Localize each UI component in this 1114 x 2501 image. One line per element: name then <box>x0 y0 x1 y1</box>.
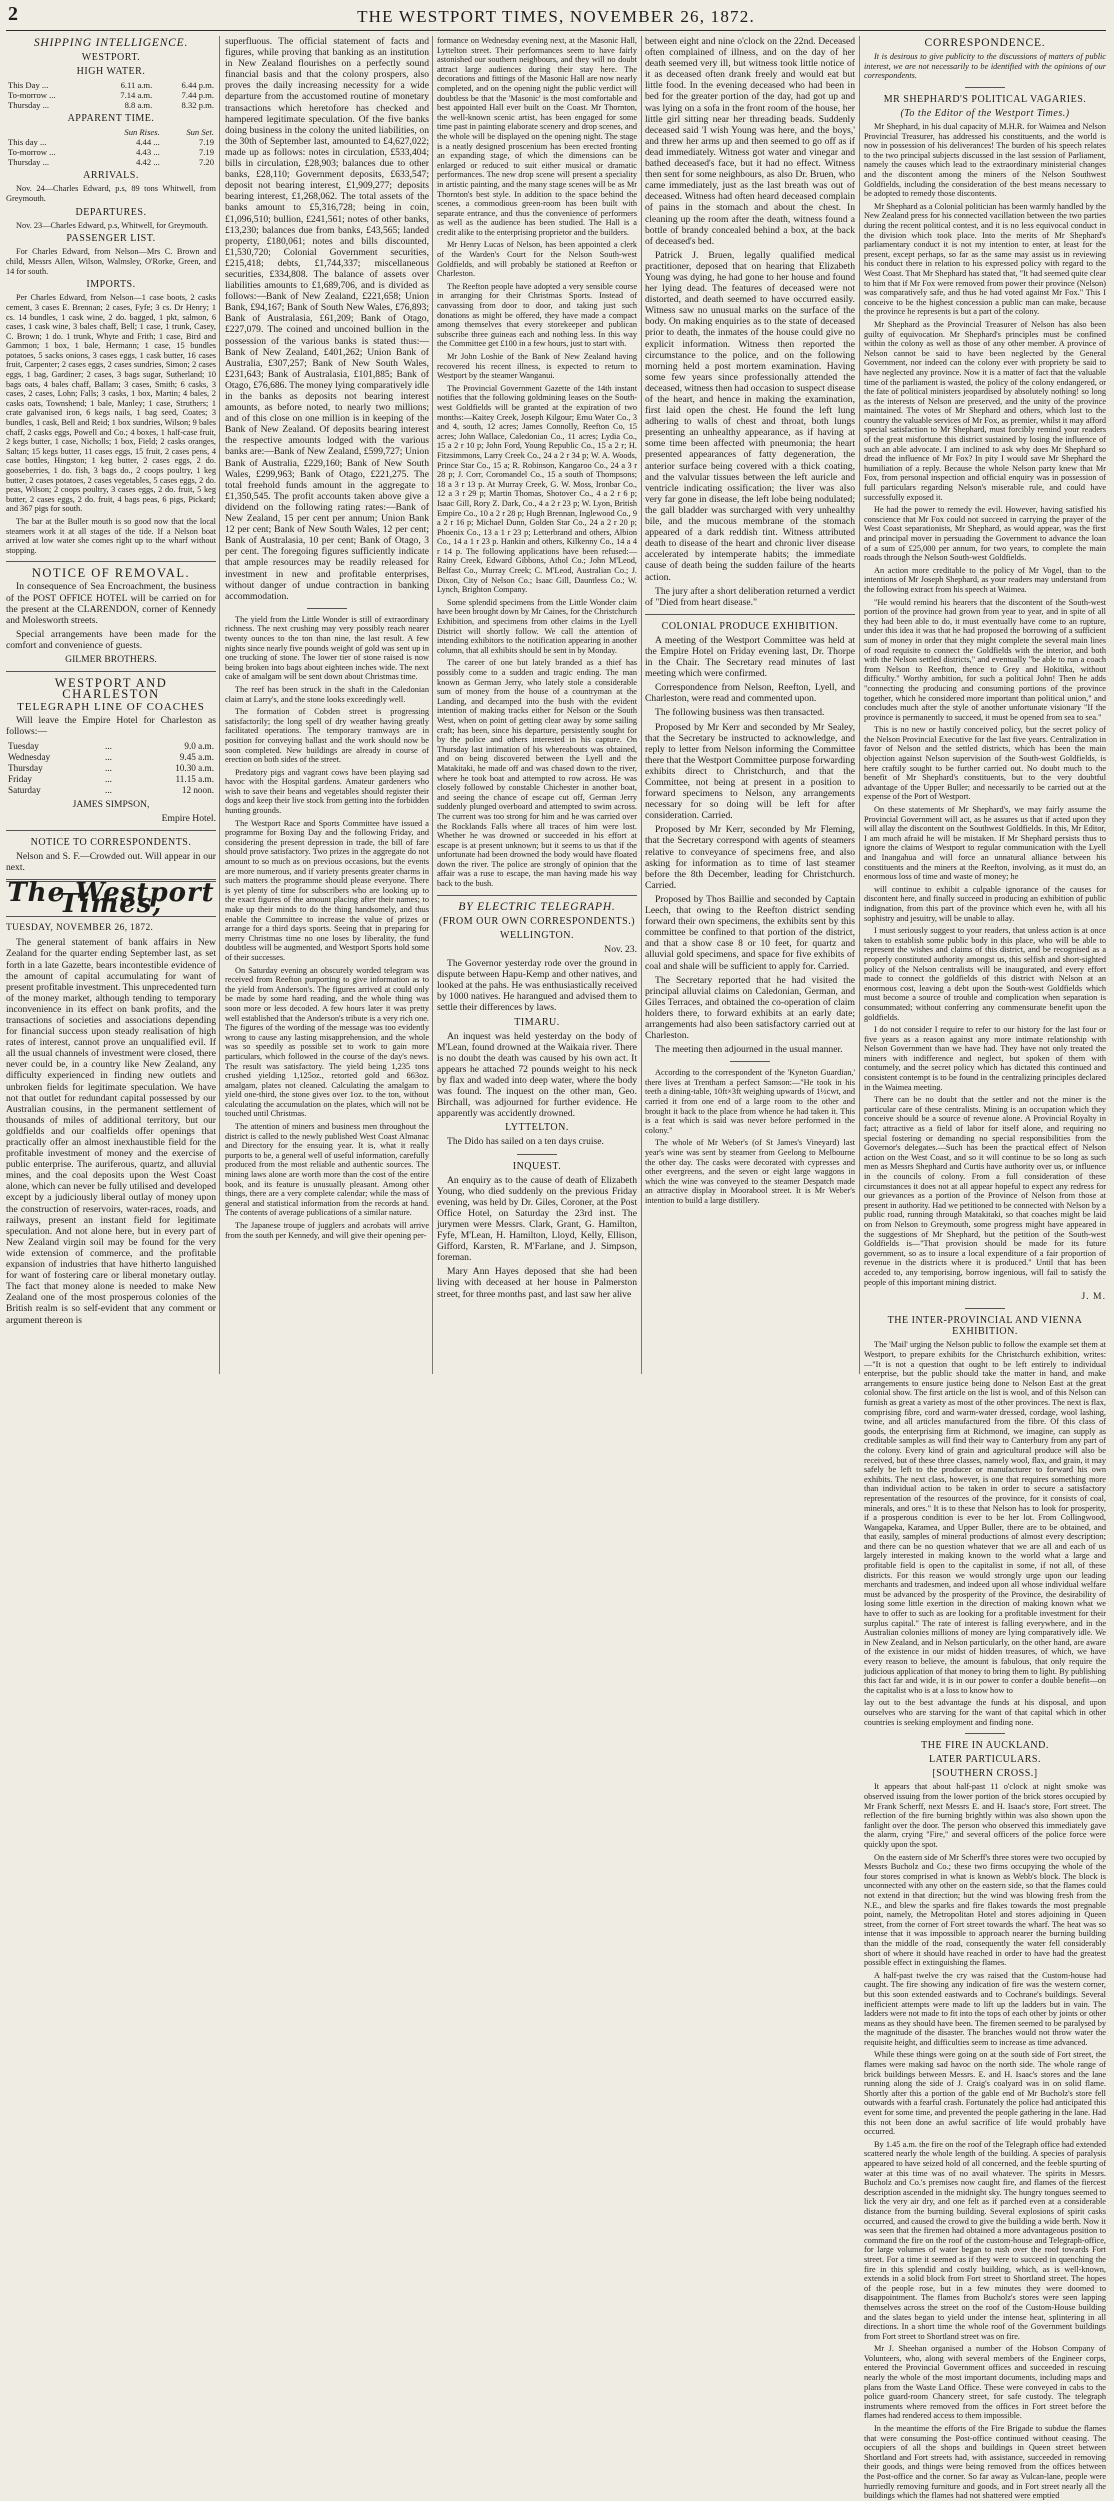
divider <box>6 561 216 562</box>
column-3 <box>437 36 637 1374</box>
inquest-heading: INQUEST. <box>512 1160 562 1172</box>
imports-heading: IMPORTS. <box>86 279 136 291</box>
letter-text: I must seriously suggest to your readers, that unless action is at once taken to establish some public body in this place, who will be able to represent the wishes and claims of this district, and be recognised as a properly constituted authority amongst us, this selfish and short-sighted policy of the Nelson centralists will be inaugurated, and every effort made to connect the goldfields of this district with Nelson at an enormous cost, leaving a debt upon the South-west Goldfields which must become a source of trouble and complication when separation is consummated; without conferring any commensurate benefit upon the goldfields. <box>864 926 1106 1022</box>
wellington-date: Nov. 23. <box>604 943 637 955</box>
news-item: According to the correspondent of the 'Kyneton Guardian,' there lives at Trentham a perfect Samson:—"He took in his teeth a dining-table, 10ft×3ft weighing upwards of 1½cwt, and carried it from one end of a large room to the other and brought it back to the place from whence he had taken it. This is a feat which is said was never before performed in the colony." <box>645 1068 855 1135</box>
fire-text: While these things were going on at the south side of Fort street, the flames were making sad havoc on the north side. The whole range of brick buildings between Messrs. E. and H. Isaac's stores and the lane running along the side of J. Craig's coalyard was in on solid flame. Shortly after this a portion of the gable end of Mr Bucholz's store fell outwards with a fearful crash. Fortunately the police had anticipated this event for some time, and prevented the people gathering in the lane. Had this not been done an awful sacrifice of life would probably have occurred. <box>864 2050 1106 2137</box>
letter-text: He had the power to remedy the evil. However, having satisfied his conscience that Mr Fox could not succeed in carrying the prayer of the West Coast separationists, Mr Shephard, as would appear, was the first and principal mover in persuading the Government to advance the loan of a sum of £25,000 per annum, for two years, to complete the main roads through the Nelson South-west Goldfields. <box>864 505 1106 563</box>
exhibition-text: Proposed by Mr Kerr, seconded by Mr Fleming, that the Secretary correspond with agents of steamers relative to conveyance of specimens free, and also asking for information as to time of last steamer before the 8th December, leading for Christchurch. Carried. <box>645 824 855 891</box>
letter-text: There can be no doubt that the settler and not the miner is the particular care of these centralists. Mining is an occupation which they conceive should be a source of revenue alone. A Provincial Royalty in fact; attractive as a field of labor for itself alone, and requiring no special fostering or demanding no special responsibilities from the Governor's delegates.—Such has been the practical effect of Nelson action on the West Coast, and so it will continue to be so long as such men as Messrs Shephard and Curtis have authority over us, or influence in the councils of colony. From a full consideration of these circumstances it does not at all appear hopeful to expect any redress for our grievances as a portion of the Province of Nelson from those at present in authority. Had we petitioned to be connected with Nelson by a public road, running through Matakitaki, so that coaches might be laid on from Nelson to Greymouth, some progress might have appeared in the suggestions of Mr Shephard, but the petition of the South-west Goldfields is—"That provision should be made for its future government, so as to insure a local expenditure of a fair proportion of revenue in the districts where it is produced." Until that has been acceded to, any temporising, borrow ingenious, will fail to satisfy the people of this important mining district. <box>864 1095 1106 1287</box>
news-item: The yield from the Little Wonder is still of extraordinary richness. The next crushing may very possibly reach nearer twenty ounces to the ton than nine, the last result. A few nights since nearly five pounds weight of gold was sent up in one trucking of stone. The lower tier of stone raised is now being broken into bags about eighteen inches wide. The next cake of amalgam will be sent down about Christmas time. <box>225 614 429 682</box>
shipping-heading: SHIPPING INTELLIGENCE. <box>33 37 189 49</box>
removal-text: In consequence of Sea Encroachment, the business of the POST OFFICE HOTEL will be carried on for the present at the CLARENDON, corner of Kennedy and Molesworth streets. <box>6 581 216 626</box>
inquest-text: An enquiry as to the cause of death of Elizabeth Young, who died suddenly on the previous Friday evening, was held by Dr. Giles, Coroner, at the Post Office Hotel, on Saturday the 23rd inst. The jurymen were Messrs. Clark, Grant, G. Hamilton, Fyfe, M'Lean, H. Hamilton, Lloyd, Kelly, Ellison, Gifford, Karsten, R. M'Farlane, and J. Simpson, foreman. <box>437 1174 637 1264</box>
fire-text: Mr J. Sheehan organised a number of the Hobson Company of Volunteers, who, along with several members of the Engineer corps, entered the Provincial Government offices and succeeded in rescuing nearly the whole of the most important documents, including maps and plans from the Waste Land Office. These were conveyed in cabs to the police guard-room Chancery street, for safe custody. The telegraph instruments where removed from the offices in Fort street before the flames had rendered access to them impossible. <box>864 2344 1106 2421</box>
removal-text-2: Special arrangements have been made for the comfort and convenience of guests. <box>6 628 216 651</box>
news-item: On Saturday evening an obscurely worded telegram was received from Reefton purporting to give information as to the yield from Anderson's. The figures arrived at could only be made by some hard reading, and the whole thing was soon more or less decoded. A few hours later it was pretty well established that the Anderson's tribute is a very rich one. The figures of the wording of the message was too evidently wrong to cause any lasting misapprehension, and the whole was so speedily as possible set to work to gain more particulars, which followed in the course of the day's news. The result was satisfactory. The yield being 1,235 tons crushed yielding 1,125oz., retorted gold and 663oz. amalgam, plates not cleaned. Calculating the amalgam to yield one-third, the stone gives over 1oz. to the ton, without calculating the accumulation on the plates, which will not be touched until Christmas. <box>225 965 429 1119</box>
wellington-heading: WELLINGTON. <box>500 929 574 941</box>
apparent-time-table <box>6 127 216 167</box>
high-water-table <box>6 80 216 110</box>
lyttelton-text: The Dido has sailed on a ten days cruise. <box>447 1136 604 1148</box>
newspaper-nameplate: The Westport Times, <box>7 878 215 920</box>
removal-advert <box>6 568 216 665</box>
news-item: The formation of Cobden street is progressing satisfactorily; the long spell of dry weather having greatly facilitated operations. The temporary tramways are in position for conveying ballast and the work should now be soon completed. New buildings are already in course of erection on both sides of the street. <box>225 707 429 765</box>
masthead <box>6 3 1106 31</box>
divider <box>6 830 216 831</box>
bar-text: The bar at the Buller mouth is so good now that the local steamers work it at all stages of the tide. If a Nelson boat arrived at low water she comes right up to the wharf without stopping. <box>6 516 216 555</box>
passengers-heading: PASSENGER LIST. <box>66 233 156 245</box>
news-item: Some splendid specimens from the Little Wonder claim have been brought down by Mr Caines, for the Christchurch Exhibition, and specimens from other claims in the Lyell District will shortly follow. We call the attention of intending exhibitors to the notification appearing in another column, that all exhibits should be sent in by Monday. <box>437 597 638 655</box>
fire-heading: THE FIRE IN AUCKLAND. <box>921 1740 1049 1752</box>
coach-signature-place: Empire Hotel. <box>161 812 216 824</box>
fire-text: On the eastern side of Mr Scherff's three stores were two occupied by Messrs Bucholz and Co.; these two firms occupying the whole of the four stores comprised in what is known as Webb's block. The block is unconnected with any other on the eastern side, so that the flames could not extend in that direction; but the wind was blowing fresh from the N.E., and blew the sparks and fire flakes towards the most pregnable point, namely, the Metropolitan Hotel and stores adjoining in Queen street, from the corner of Fort street towards the wharf. The heat was so intense that it was impossible to approach nearer the burning building than the middle of the road, consequently the water fell considerably short of where it should have reached in order to have had the greatest possible effect in extinguishing the flames. <box>864 1852 1106 1968</box>
exhibition-text: A meeting of the Westport Committee was held at the Empire Hotel on Friday evening last, Dr. Thorpe in the Chair. The Secretary read minutes of last meeting which were confirmed. <box>645 634 855 680</box>
divider <box>517 1154 557 1155</box>
divider <box>645 614 855 615</box>
lyttelton-heading: LYTTELTON. <box>505 1122 569 1134</box>
departures-heading: DEPARTURES. <box>75 206 147 218</box>
electric-telegraph-heading: BY ELECTRIC TELEGRAPH. <box>458 900 616 913</box>
news-item: Mr John Loshie of the Bank of New Zealand having recovered his recent illness, is expected to return to Westport by the steamer Wanganui. <box>437 352 637 381</box>
column-rule <box>859 36 860 1374</box>
exhibition-text: Proposed by Mr Kerr and seconded by Mr Sealey, that the Secretary be instructed to acknowledge, and reply to letter from Nelson informing the Committee there that the Westport Committee purpose forwarding exhibits direct to Christchurch, and that the Committee, not being at present in a position to forward specimens to Nelson, any arrangements necessary for so doing will be left for after consideration. Carried. <box>645 721 855 822</box>
fire-text: A half-past twelve the cry was raised that the Custom-house had caught. The fire showing any indication of fire was the western corner, but this soon extended eastwards and to Cochrane's buildings. Several inefficient attempts were made to lift up the ladders but in vain. The ladders were not made to fit into the tops of each other by joints or other means as they should have been. The firemen seemed to be paralysed by the magnitude of the disaster. The branches would not throw water the requisite height, and difficulties seem to increase as time advanced. <box>864 1970 1106 2047</box>
coach-timetable <box>6 741 216 796</box>
column-rule <box>432 36 433 1374</box>
fire-text: By 1.45 a.m. the fire on the roof of the Telegraph office had extended scattered nearly the whole length of the building. A species of paralysis appeared to have seized hold of all concerned, and the feeble spurting of water at this time was of no avail whatever. The spirits in Messrs. Bucholz and Co.'s premises now caught fire, and flames of the fiercest description ascended in the midnight sky. The hungry tongues seemed to lick the very air dry, and one felt as if parched even at a considerable distance from the burning building. Several explosions of spirit casks occurred, and caused the crowd to give the building a wide berth. Now it was seen that the firemen had obtained a more advantageous position to command the fire on the roof of the custom-house and Telegraph-office, for large volumes of water began to rush over the roof towards Fort street. For a time it seemed as if they were to succeed in quenching the fire in this splendid and costly building, which, as is well-known, extends in a solid block from Fort street to Shortland street. The hopes of the people rose, but in a few minutes they were doomed to disappointment. The flames from Bucholz's stores were seen lapping themselves across the street on the roof of the Custom-House building and the slates began to yield under the intense heat, splintering in all directions. In a short time the whole roof of the Government buildings from Fort street to Shortland street was on fire. <box>864 2139 1106 2341</box>
table-row: Saturday ... 12 noon. <box>8 784 214 795</box>
arrivals-text: Nov. 24—Charles Edward, p.s, 89 tons Whitwell, from Greymouth. <box>6 184 216 204</box>
news-item: The whole of Mr Weber's (of St James's Vineyard) last year's wine was sent by steamer from Geelong to Melbourne the other day. The casks were decorated with cypresses and other evergreens, and the seven or eight large waggons in which the wine was conveyed to the steamer Despatch made an attractive display in Moorabool street. It is Mr Weber's intention to build a large distillery. <box>645 1138 855 1205</box>
correspondence-heading: CORRESPONDENCE. <box>924 37 1046 49</box>
letter-text: Mr Shephard, in his dual capacity of M.H.R. for Waimea and Nelson Provincial Treasurer, has addressed his constituents, and the world is now in possession of his deliverances! The burden of his speech relates to the two principal subjects discussed in the last session of Parliament, namely the causes which lead to the extraordinary ministerial changes and the discontent among the miners of the Nelson Southwest Goldfields, including the consideration of the best means necessary to be adopted to remedy those discontents. <box>864 122 1106 199</box>
imports-text: Per Charles Edward, from Nelson—1 case boots, 2 casks cement, 3 cases E. Brennan; 2 cases, Fyfe; 3 cs. Dr Henry; 1 cs. 14 bundles, 1 cask wine, 2 do. bagged, 1 pkt, salmon, 6 cases, 1 cask wine, 3 bales chaff, Bell; 1 case, 1 trunk, Casey, C. Brown; 1 do. 1 trunk, Whyte and Frith; 1 case, Bird and Gammon; 1 box, 1 bale, Hermann; 1 case, 15 bundles potatoes, 5 sacks onions, 3 cases eggs, 1 cask butter, 16 cases fruit, Carpenter; 2 cases eggs, 2 cases sundries, Simon; 2 cases eggs, 1 bag, Gardiner; 2 cases, 3 bags sugar, Sutherland; 10 bags oats, 4 bales chaff, Ballam; 3 cases, Smith; 6 casks, 3 cases, 2 cases, Lohn; Falls; 3 casks, 1 box, Martin; 4 bales, 2 casks oats, Townshend; 1 bale, Manley; 1 case, Struthers; 1 crate galvanised iron, 6 kegs nails, 1 bag seed, Coates; 3 bundles, 1 cask, Bell and Reid; 1 box sundries, Wilson; 9 bales chaff, 2 casks eggs, Powell and Co.; 4 boxes, 1 half-case fruit, 2 kegs butter, 1 case, Nicholls; 1 box, Field; 2 casks oranges, Saltan; 15 kegs butter, 11 cases eggs, 15 fruit, 2 cases pens, 4 case bottles, Hingston; 1 keg butter, 2 cases eggs, 2 do. gooseberries, 1 do. fish, 3 bags do., 2 coops poultry, 1 keg butter, 2 cases potatoes, 2 cases vegetables, 5 cases eggs, 2 do. peas, Wilson; 2 coops poultry, 3 cases eggs, 2 do. fruit, 5 keg butter, 2 cases eggs, 2 do. fruit, 4 bags peas, 6 pigs, Pickard; and 367 pigs for south. <box>6 293 216 514</box>
table-row: Friday ... 11.15 a.m. <box>8 773 214 784</box>
apparent-time-heading: APPARENT TIME. <box>67 113 155 125</box>
letter-heading: MR SHEPHARD'S POLITICAL VAGARIES. <box>883 93 1087 105</box>
inter-provincial-heading: THE INTER-PROVINCIAL AND VIENNA EXHIBITION. <box>887 1315 1083 1338</box>
fire-subheading: LATER PARTICULARS. <box>929 1754 1041 1766</box>
inter-provincial-text-continued: lay out to the best advantage the funds at his disposal, and upon ourselves who are starving for the want of that capital which in other countries is seeking employment and finding none. <box>864 1698 1106 1727</box>
coach-signature: JAMES SIMPSON, <box>72 798 150 810</box>
page-number: 2 <box>8 3 18 25</box>
issue-date: TUESDAY, NOVEMBER 26, 1872. <box>6 923 154 934</box>
news-item: The Westport Race and Sports Committee have issued a programme for Boxing Day and the following Friday, and considering the present depression in trade, the bill of fare should prove satisfactory. Two prizes in the aggregate do not amount to so much as on previous occasions, but the events are more numerous, and if variety presents greater charms in such matters the programme should please everyone. There is yet plenty of time for subscribers who are looking up to the exact figures of the amount placing after their names; to make up their minds to do the thing handsomely, and thus enable the Committee to increase the value of prizes or arrange for a third days sports. Seeing that in preparing for merry Christmas time no one loses by liberality, the fund doubtless will be augmented, and Westport Sports hold some of their successes. <box>225 818 429 962</box>
removal-signature: GILMER BROTHERS. <box>65 654 157 665</box>
letter-signature: J. M. <box>1081 1291 1106 1303</box>
wellington-text: The Governor yesterday rode over the ground in dispute between Hapu-Kemp and other natives, and looked at the pahs. He was enthusiastically received by 1000 natives. He harangued and advised them to settle their differences by laws. <box>437 958 637 1014</box>
exhibition-text: The following business was then transacted. <box>655 707 825 719</box>
divider <box>965 1308 1005 1309</box>
correspondents-text: Nelson and S. F.—Crowded out. Will appear in our next. <box>6 850 216 873</box>
news-item: The reef has been struck in the shaft in the Caledonian claim at Larry's, and the stone looks exceedingly well. <box>225 684 429 704</box>
divider <box>965 87 1005 88</box>
column-4 <box>645 36 855 1374</box>
column-rule <box>219 36 220 1374</box>
table-row: To-morrow ... 7.14 a.m. 7.44 p.m. <box>8 90 214 101</box>
column-rule <box>641 36 642 1374</box>
column-2 <box>225 36 429 1374</box>
divider <box>730 1061 770 1062</box>
running-title: THE WESTPORT TIMES, NOVEMBER 26, 1872. <box>357 7 755 26</box>
table-row: Thursday ... 10.30 a.m. <box>8 762 214 773</box>
coach-intro: Will leave the Empire Hotel for Charleston as follows:— <box>6 715 216 738</box>
news-item: The Japanese troupe of jugglers and acrobats will arrive from the south per Kennedy, and will give their opening per- <box>225 1221 429 1240</box>
removal-heading: NOTICE OF REMOVAL. <box>31 566 191 581</box>
letter-text: Mr Shephard as a Colonial politician has been warmly handled by the New Zealand press for his connected vacillation between the two parties during the recent political contest, and it is no less equivocal conduct in the division which took place. Into the merits of Mr Shephard's parliamentary conduct it is not my intention to enter, at least for the present, except perhaps, so far as the same may assist us in reviewing his conduct there in relation to his expressed policy with regard to the West Coast. That Mr Shephard has stated that, "It had seemed quite clear to him that if Mr Fox were removed from power their province (Nelson) was comparatively safe, and thus he had voted against Mr Fox." This I conceive to be the highest concession a public man can make, because the province he represents is but a part of the colony. <box>864 201 1106 317</box>
news-item: The attention of miners and business men throughout the district is called to the newly published West Coast Almanac and Directory for the ensuing year. It is, what it really purports to be, a general well of useful information, carefully produced from the most reliable and authentic sources. The mining laws alone are worth more than the cost of the entire book, and its feature is unusually pleasant. Among other things, there are a very complete calendar; while the mass of general and statistical information from the records at hand. The contents of average publications of a similar nature. <box>225 1122 429 1218</box>
letter-text: will continue to exhibit a culpable ignorance of the causes for discontent here, and finally succeed in producing an exhibition of public indignation, from this part of the province which even he, with all his sophistry and jesuitry, will be unable to allay. <box>864 884 1106 923</box>
exhibition-text: Correspondence from Nelson, Reefton, Lyell, and Charleston, were read and commented upon. <box>645 682 855 705</box>
divider <box>307 608 347 609</box>
news-item: Predatory pigs and vagrant cows have been playing sad havoc with the Hospital gardens. Amateur gardeners who wish to save their beans and vegetables should register their dogs and keep their live stock from getting into the forbidden hunting grounds. <box>225 767 429 816</box>
exhibition-text: The Secretary reported that he had visited the principal alluvial claims on Caledonian, German, and Giles Terraces, and obtained the co-operation of claim holders there, to forward exhibits at an early date; arrangements had also been satisfactory carried out at Charleston. <box>645 974 855 1042</box>
column-1 <box>6 36 216 1374</box>
high-water-heading: HIGH WATER. <box>76 66 146 78</box>
table-row: Thursday ... 4.42 ... 7.20 <box>8 157 214 168</box>
divider <box>6 671 216 672</box>
electric-telegraph-subheading: (FROM OUR OWN CORRESPONDENTS.) <box>438 915 636 927</box>
letter-addressee: (To the Editor of the Westport Times.) <box>900 107 1070 119</box>
fire-text: In the meantime the efforts of the Fire Brigade to subdue the flames that were consuming the Post-office continued without ceasing. The occupiers of all the shops and buildings in Queen street between Shortland and Fort streets had, with assistance, succeeded in removing their goods, and things were being removed from the offices between the Post-office and the corner. So far away as Vulcan-lane, people were hurriedly removing furniture and goods, and in Fort street nearly all the buildings which the flames had not shattered were emptied <box>864 2424 1106 2501</box>
passengers-text: For Charles Edward, from Nelson—Mrs C. Brown and child, Messrs Allen, Wilson, Walmsley, O'Rorke, Green, and 14 for south. <box>6 247 216 276</box>
news-item: The Provincial Government Gazette of the 14th instant notifies that the following goldmining leases on the South-west Goldfields will be granted at the expiration of two months:—Kaitey Creek, Joseph Kilgour; Emu Water Co., 3 and 4, south, 12 acres; James Connolly, Reefton Co, 15 acres; John Wallace, Caledonian Co., 11 acres; Lydia Co., 15 a 2 r 10 p; John Ford, Young Republic Co., 15 a 2 r; H. Fitzsimmons, Larry Creek Co., 24 a 2 r 34 p; W. A. Woods, Prince Star Co., 15 a; R. Robinson, Kangaroo Co., 24 a 3 r 28 p; J. Corr, Coromandel Co., 15 a south of Thompsons; 18 a 3 r 13 p. At Murray Creek, G. W. Moss, Ironbar Co., 12 a 3 r 29 p; Martin Thomas, Shotover Co., 4 a 2 r 6 p; Isaac Gill, Rory Z. Dark, Co., 4 a 2 r 23 p; W. Lyon, British Empire Co., 10 a 2 r 28 p; Hugh Brennan, Inglewood Co., 9 a 2 r 16 p; Michael Dunn, Golden Star Co., 24 a 2 r 20 p; Phoenix Co., 13 a 1 r 23 p; Letterbrand and others, Albion Co., 14 a 1 r 23 p. Hankin and others, Kilkenny Co., 14 a 4 r 14 p. The following applications have been refused:—Rainy Creek, Edward Gibbons, Athol Co.; John M'Leod, Belfast Co., Murray Creek; C. M'Leod, Australian Co.; J. Dixon, City of Nelson Co.; Isaac Gill, Dauntless Co.; W. Lynch, Brighton Company. <box>437 383 637 595</box>
coach-advert <box>6 678 216 824</box>
table-row: Wednesday ... 9.45 a.m. <box>8 751 214 762</box>
column-5 <box>864 36 1106 2501</box>
inquest-testimony: Patrick J. Bruen, legally qualified medical practitioner, deposed that on hearing that Elizabeth Young was dying, he had gone to her house and found her lying dead. The features of deceased were not distorted, and death seemed to have occurred easily. Witness saw no unusual marks on the surface of the body. On making enquiries as to the state of deceased prior to death, the inmates of the house could give no explicit information. Witness then reported the circumstance to the police, and on the following morning held a post mortem examination. Having some few years since professionally attended the deceased, witness then had occasion to suspect disease of the heart, and hence in making the examination, first laid open the chest. He found the left lung adhering to walls of chest and throat, both lungs presenting an unhealthy appearance, as if having at some time been affected with pneumonia; the heart presented appearances of fatty degeneration, the anterior surface being covered with a thick coating, and the valvular tissues between the left auricle and ventricle indicating ossification; the liver was also very far gone in disease, the left lobe being nodulated; the gall bladder was surcharged with very unhealthy bile, and the mucous membrane of the stomach appeared of a dark reddish tint. Witness attributed death to disease of the heart and chronic liver disease accelerated by intemperate habits; the immediate cause of death being the sudden failure of the hearts action. <box>645 249 855 583</box>
letter-text: On these statements of Mr Shephard's, we may fairly assume the Provincial Government will act, as he assures us that if acted upon they will allay the discontent on the Southwest Goldfields. In this, Mr Editor, I am much afraid he will be mistaken. If Mr Shephard persists thus to ignore the claims of Westport to regular communication with the Lyell and Inangahua and will force an unnatural alliance between his constituents and the miners at the Reefton, involving, as it must do, an enormous loss of time and waste of money; he <box>864 805 1106 882</box>
exhibition-text: Proposed by Thos Baillie and seconded by Captain Leech, that owing to the Reefton district sending forward their own specimens, the exhibits sent by this committee be confined to that portion of the district, and that a show case 8 or 10 feet, for quartz and alluvial gold specimens, and space for five exhibits of coal and shale will be sufficient to apply for. Carried. <box>645 893 855 972</box>
letter-quote: "He would remind his hearers that the discontent of the South-west portion of the province had grown from year to year, and in spite of all they had been able to do, it must eventually have come to an rupture, under this idea it was that he had proposed the borrowing of a sufficient sum of money in order that they might complete the several main lines of road requisite to connect the Goldfields with the interior, and both with the Nelson settled districts," and eventually "be able to run a coach from Nelson to Reefton, thence to Grey and Hokitika, without difficulty." Worthy ambition, for such a political John! Then he adds "connecting the producing and consuming portions of the province together, which he considered more important than political union," and concludes much after the style of another unfortunate visionary "If the province is permanently to succeed, it must be opened from sea to sea." <box>864 597 1106 722</box>
arrivals-heading: ARRIVALS. <box>83 170 139 182</box>
correspondents-heading: NOTICE TO CORRESPONDENTS. <box>30 836 192 848</box>
divider <box>965 1733 1005 1734</box>
letter-text: Mr Shephard as the Provincial Treasurer of Nelson has also been guilty of equivocation. Mr Shephard's principles must be confined within the colony as well as those of any other member. A province of Nelson cannot be said to have been neglected by the General Government, nor indeed can the colony ever with propriety be said to have neglected any province. Now it is a matter of fact that the valuable time of the parliament is wasted, the policy of the colony endangered, or the fate of political ministers jeopardised by absolutely nothing! so long as the interests of Nelson are preserved, and the unity of the province maintained. The votes of Mr Shephard and others, which lost to the country the valuable services of Mr Fox, as premier, whilst it may afford special satisfaction to Mr Shephard, must forcibly remind your readers of the great misfortune this district sustained by losing the influence of such an able advocate. I am inclined to ask why does Mr Shephard so dread the influence of Mr Fox? In pity I would save Mr Shephard the humiliation of a reply. Because the whole Nelson party knew that Mr Fox, from personal inspection and official enquiry was in possession of full particulars regarding Nelson's miserable rule, and could have successfully exposed it. <box>864 319 1106 502</box>
departures-text: Nov. 23—Charles Edward, p.s, Whitwell, for Greymouth. <box>16 220 208 230</box>
letter-text: This is no new or hastily conceived policy, but the secret policy of the Nelson Provincial Executive for the last five years. Centralization in favor of Nelson and the settled districts, which has been the main objection against Nelson supervision of the South-west Goldfields, is here craftily sought to be further carried out. No doubt much to the benefit of Mr Shephard's constituents, but to the very doubtful advantage of the Upper Buller; and necessarily to be carried out at the expense of the Port of Westport. <box>864 725 1106 802</box>
inquest-text-2: Mary Ann Hayes deposed that she had been living with deceased at her house in Palmerston street, for three months past, and last saw her alive <box>437 1266 637 1300</box>
fire-source: [SOUTHERN CROSS.] <box>932 1768 1038 1780</box>
inquest-continued: between eight and nine o'clock on the 22nd. Deceased often complained of illness, and on the day of her death seemed very ill, but witness took little notice of it as deceased often drank freely and would eat but little food. In the evening deceased who had been in bed for the greater portion of the day, had got up and was lying on a sofa in the front room of the house, her little girl sitting near her threading beads. Suddenly deceased said 'I wish Young was here, and the boys,' and threw her arms up and then seemed to go off as if dead immediately. Witness got water and vinegar and bathed deceased's face, but it had no effect. Witness then sent for some neighbours, as also Dr. Bruen, who came immediately, just as the last breath was out of deceased. Witness had often heard deceased complain of pains in the stomach and about the chest. In cleaning up the room after the death, witness found a bottle of brandy concealed behind a box, at the back of deceased's bed. <box>645 36 855 247</box>
table-row: This day ... 4.44 ... 7.19 <box>8 137 214 148</box>
leader-article-continued: superfluous. The official statement of facts and figures, while proving that banking as an institution in New Zealand flourishes on a perfectly sound financial basis and that the colony prospers, also proves the daily increasing necessity for a wide departure from the accustomed routine of monetary transactions which heretofore has checked and hampered legitimate speculation. Of the five banks doing business in the colony the united liabilities, on the 30th of September last, amounted to £4,627,022; made up as follows: notes in circulation, £533,404; bills in circulation, £28,903; balances due to other banks, £28,110; Government deposits, £633,547; deposit not bearing interest, £1,909,277; deposits bearing interest, £1,268,062. The total assets of the banks amount to £5,316,728; being in coin, £1,096,510; bullion, £241,561; notes of other banks, £13,230; balances due from banks, £43,565; landed property, £180,061; notes and bills discounted, £1,530,720; Colonial Government securities, £215,418; debts, £1,744,337; miscellaneous securities, £334,808. The balance of assets over liabilities amounts to £1,689,706, and is divided as follows:—Bank of New Zealand, £221,658; Union Bank, £94,167; Bank of South New Wales, £76,893; Bank of Australasia, £61,209; Bank of Otago, £227,079. The coined and uncoined bullion in the possession of the various banks is stated thus:—Bank of New Zealand, £401,262; Union Bank of Australia, £307,257; Bank of New South Wales, £231,643; Bank of Australasia, £101,885; Bank of Otago, £76,686. The money lying comparatively idle in the banks as deposits not bearing interest amounts, as before noted, to nearly two millions; and of this close on one million is in keeping of the Bank of New Zealand. Of deposits bearing interest the respective amounts lodged with the various banks are:—Bank of New Zealand, £599,727; Union Bank of Australia, £229,160; Bank of New South Wales, £299,963; Bank of Otago, £221,275. The total freehold funds amount in the aggregate to £1,350,545. The profit accounts taken above give a dividend on the following rating rates:—Bank of New Zealand, 15 per cent per annum; Union Bank 12 per cent; Bank of New South Wales, 12 per cent; Bank of Australasia, 10 per cent; Bank of Otago, 3 per cent. The foregoing figures sufficiently indicate that ample resources may be readily released for investment in new and profitable enterprises, without danger of undue contraction in banking accommodation. <box>225 36 429 602</box>
table-row: Tuesday ... 9.0 a.m. <box>8 740 214 751</box>
inquest-verdict: The jury after a short deliberation returned a verdict of "Died from heart disease." <box>645 585 855 608</box>
letter-text: An action more creditable to the policy of Mr Vogel, than to the intentions of Mr Joseph Shephard, as your readers may understand from the following extract from his speech at Waimea. <box>864 565 1106 594</box>
coach-subtitle: TELEGRAPH LINE OF COACHES <box>17 701 205 714</box>
timaru-heading: TIMARU. <box>514 1016 560 1028</box>
fire-text: It appears that about half-past 11 o'clock at night smoke was observed issuing from the lower portion of the brick stores occupied by Mr Frank Scherff, next Messrs E. and H. Isaac's store, Fort street. The reflection of the fire burning brightly within was also shown upon the fanlight over the door. The person who observed this immediately gave the alarm, crying "Fire," and several officers of the police force were quickly upon the spot. <box>864 1782 1106 1849</box>
timaru-text: An inquest was held yesterday on the body of M'Lean, found drowned at the Waikaia river. There is no doubt the death was caused by his own act. It appears he attached 72 pounds weight to his neck by flax and waded into deep water, where the body was found. The inquest on the other man, Geo. Birchall, was adjourned for further evidence. He apparently was accidently drowned. <box>437 1030 637 1120</box>
exhibition-text: The meeting then adjourned in the usual manner. <box>655 1044 843 1056</box>
inter-provincial-text: The 'Mail' urging the Nelson public to follow the example set them at Westport, to prepare exhibits for the Christchurch exhibition, writes:—"It is not a question that ought to be left entirely to individual enterprise, but the public should take the matter in hand, and make arrangements to ensure justice being done to Nelson East at the great colonial show. The first article on the list is wool, and of this Nelson can furnish as great a variety as most of the other provinces. The next is flax, comprising fibre, cord and warm-water dressed, cordage, wool lashing, twine, and all articles manufactured from the fibre. Of this class of goods, the enterprising firm at Richmond, we imagine, can supply as creditable samples as will find their way to Canterbury from any part of the colony. Every kind of grain and agricultural produce will also be received, but of these three classes, namely wool, flax, and grain, it may safely be left to the producer or manufacturer to forward his own exhibits. The next class, however, is one that requires something more than individual action to be taken in order to secure a satisfactory representation of the resources of the province, for it consists of coal, minerals, and ores." It is to these that Nelson has to look for prosperity, if a prosperous condition is ever to be her lot. From Collingwood, Wangapeka, Karamea, and Upper Buller, there are to be obtained, and that easily, samples of mineral productions of almost every description; and there can be no question whatever that we are all and each of us largely interested in making known to the world what a large and profitable field is open to the capitalist in some, if not all, of these districts. For this reason we would strongly urge upon our leading merchants and tradesmen, and indeed upon all whose individual welfare must be advanced by the prosperity of the Province, the desirability of losing some little exertion in the direction of making known what we have to offer to such as are looking for a profitable investment for their surplus capital." The rate of interest is falling everywhere, and in the Australian colonies millions of money are lying comparatively idle. We in New Zealand, and in Nelson particularly, on the other hand, are aware of the existence in our midst of hidden treasures, of which, we have every reason to believe, the amount is fabulous, that only require the judicious application of that money to bring them to light. By publishing this fact far and wide, it is in our power to confer a double benefit—on the capitalist who is at a loss to know how to <box>864 1340 1106 1695</box>
coach-title: WESTPORT AND CHARLESTON <box>54 676 168 702</box>
table-row: To-morrow ... 4.43 ... 7.19 <box>8 147 214 158</box>
correspondence-disclaimer: It is desirous to give publicity to the discussions of matters of public interest, we are not necessarily to be identified with the opinions of our correspondents. <box>864 52 1106 81</box>
table-row: This Day ... 6.11 a.m. 6.44 p.m. <box>8 80 214 91</box>
colonial-exhibition-heading: COLONIAL PRODUCE EXHIBITION. <box>661 620 839 632</box>
news-item: The career of one but lately branded as a thief has possibly come to a sudden and tragic ending. The man known as German Jerry, who lately stole a considerable sum of money from the house of a countryman at the Landing, and decamped into the bush with the evident intention of making tracks either for Nelson or the South West, when on point of getting clear away by some sailing craft; has been, since his departure, persistently sought for by the police and others interested in his capture. On Thursday last intimation of his whereabouts was obtained, and on being discovered between the Lyell and the Matakitaki, he made off and was chased down to the river, where he took boat and attempted to row across. He was closely followed by constable Chichester in another boat, and seeing the chance of escape cut off, German Jerry suddenly plunged overboard and attempted to swim across. The current was too strong for him and he was carried over the Rocklands Falls where all traces of him were lost. Whether he was drowned or succeeded in his effort at escape is at present unknown; but it seems to us that if the unfortunate had been drowned the body would have floated down the river. The police are strongly of opinion that the affair was a ruse to escape, the man having made his way back to the bush. <box>437 658 637 889</box>
table-header: Sun Rises. Sun Set. <box>124 127 214 138</box>
news-item: The Reefton people have adopted a very sensible course in arranging for their Christmas Sports. Instead of canvassing from door to door, and taking just such donations as might be offered, they have made a compact among themselves that every storekeeper and publican subscribe three guineas each and nothing less. In this way the Committee get £100 in a few hours, just to start with. <box>437 281 637 349</box>
table-row: Thursday ... 8.8 a.m. 8.32 p.m. <box>8 100 214 111</box>
letter-text: I do not consider I require to refer to our history for the last four or five years as a reason against any more intimate relationship with Nelson Government than we have had. They have not only treated the miners with indifference and neglect, but spoken of them with contumely, and the secret policy which has dictated this continued and consistent contempt is to be found in the centralizing principles declared in the Waimea meeting. <box>864 1025 1106 1092</box>
port-heading: WESTPORT. <box>81 52 141 64</box>
divider <box>437 895 637 896</box>
news-item: formance on Wednesday evening next, at the Masonic Hall, Lyttelton street. Their performances seem to have fairly astonished our southern neighbours, and they will no doubt attract large audiences during their stay here. The decorations and fittings of the Masonic Hall are now nearly completed, and on the opening night the public verdict will doubtless be that the 'Masonic' is the most comfortable and best appointed Hall ever built on the Coast. Mr Thornton, the well-known scenic artist, has been engaged for some time past in painting elaborate scenery and drop scenes, and the whole will be displayed on the opening night. The stage is a neatly designed proscenium has been erected fronting an expanding stage, of which the dimensions can be enlarged or reduced to suit either musical or dramatic performances. The new drop scene will present a speciality in artistic painting, and the many stage scenes will be as Mr Thornton's best style. In addition to the space behind the scenes, a commodious green-room has been built with separate entrance, and thus the convenience of performers as well as the audience has been studied. The Hall is a credit alike to the enterprising proprietor and the builders. <box>437 36 637 237</box>
news-item: Mr Henry Lucas of Nelson, has been appointed a clerk of the Warden's Court for the Nelson South-west Goldfields, and will probably be stationed at Reefton or Charleston. <box>437 240 637 279</box>
leader-article: The general statement of bank affairs in New Zealand for the quarter ending September last, as set forth in a late Gazette, bears incontestible evidence of the amount of capital accumulating for want of present profitable investment. This unprecedented turn of the money market, although tending to temporary inconvenience in its effect on bank profits, and the transactions of societies and associations depending for financial success upon steady realisation of high rates of interest, cannot prove an unqualified evil. If all the usual channels of investment were closed, there never could be, in a country like New Zealand, any difficulty experienced in finding new outlets and unbroken fields for legitimate speculation. We have not that outlet for redundant capital possessed by our Australian cousins, in the permanent settlement of thousands of miles of additional territory, but our goldfields and our coalfields offer openings that practically offer an almost inexhaustible field for the profitable investment of money and the exercise of public enterprise. The auriferous, quartz, and alluvial mines, and the coal deposits upon the West Coast alone, which can never be fully utilised and developed except by a judiciously liberal outlay of money upon the construction of reservoirs, water-races, roads, and railways, present an instant field for legitimate speculation. And not alone here, but in every part of New Zealand virgin soil may be found for the very wide extension of commerce, and the profitable expansion of industries that have hitherto languished for want of fostering care or liberal monetary outlay. The fact that money alone is needed to make New Zealand one of the most prosperous colonies of the British realm is so self-evident that any comment or argument thereon is <box>6 937 216 1326</box>
